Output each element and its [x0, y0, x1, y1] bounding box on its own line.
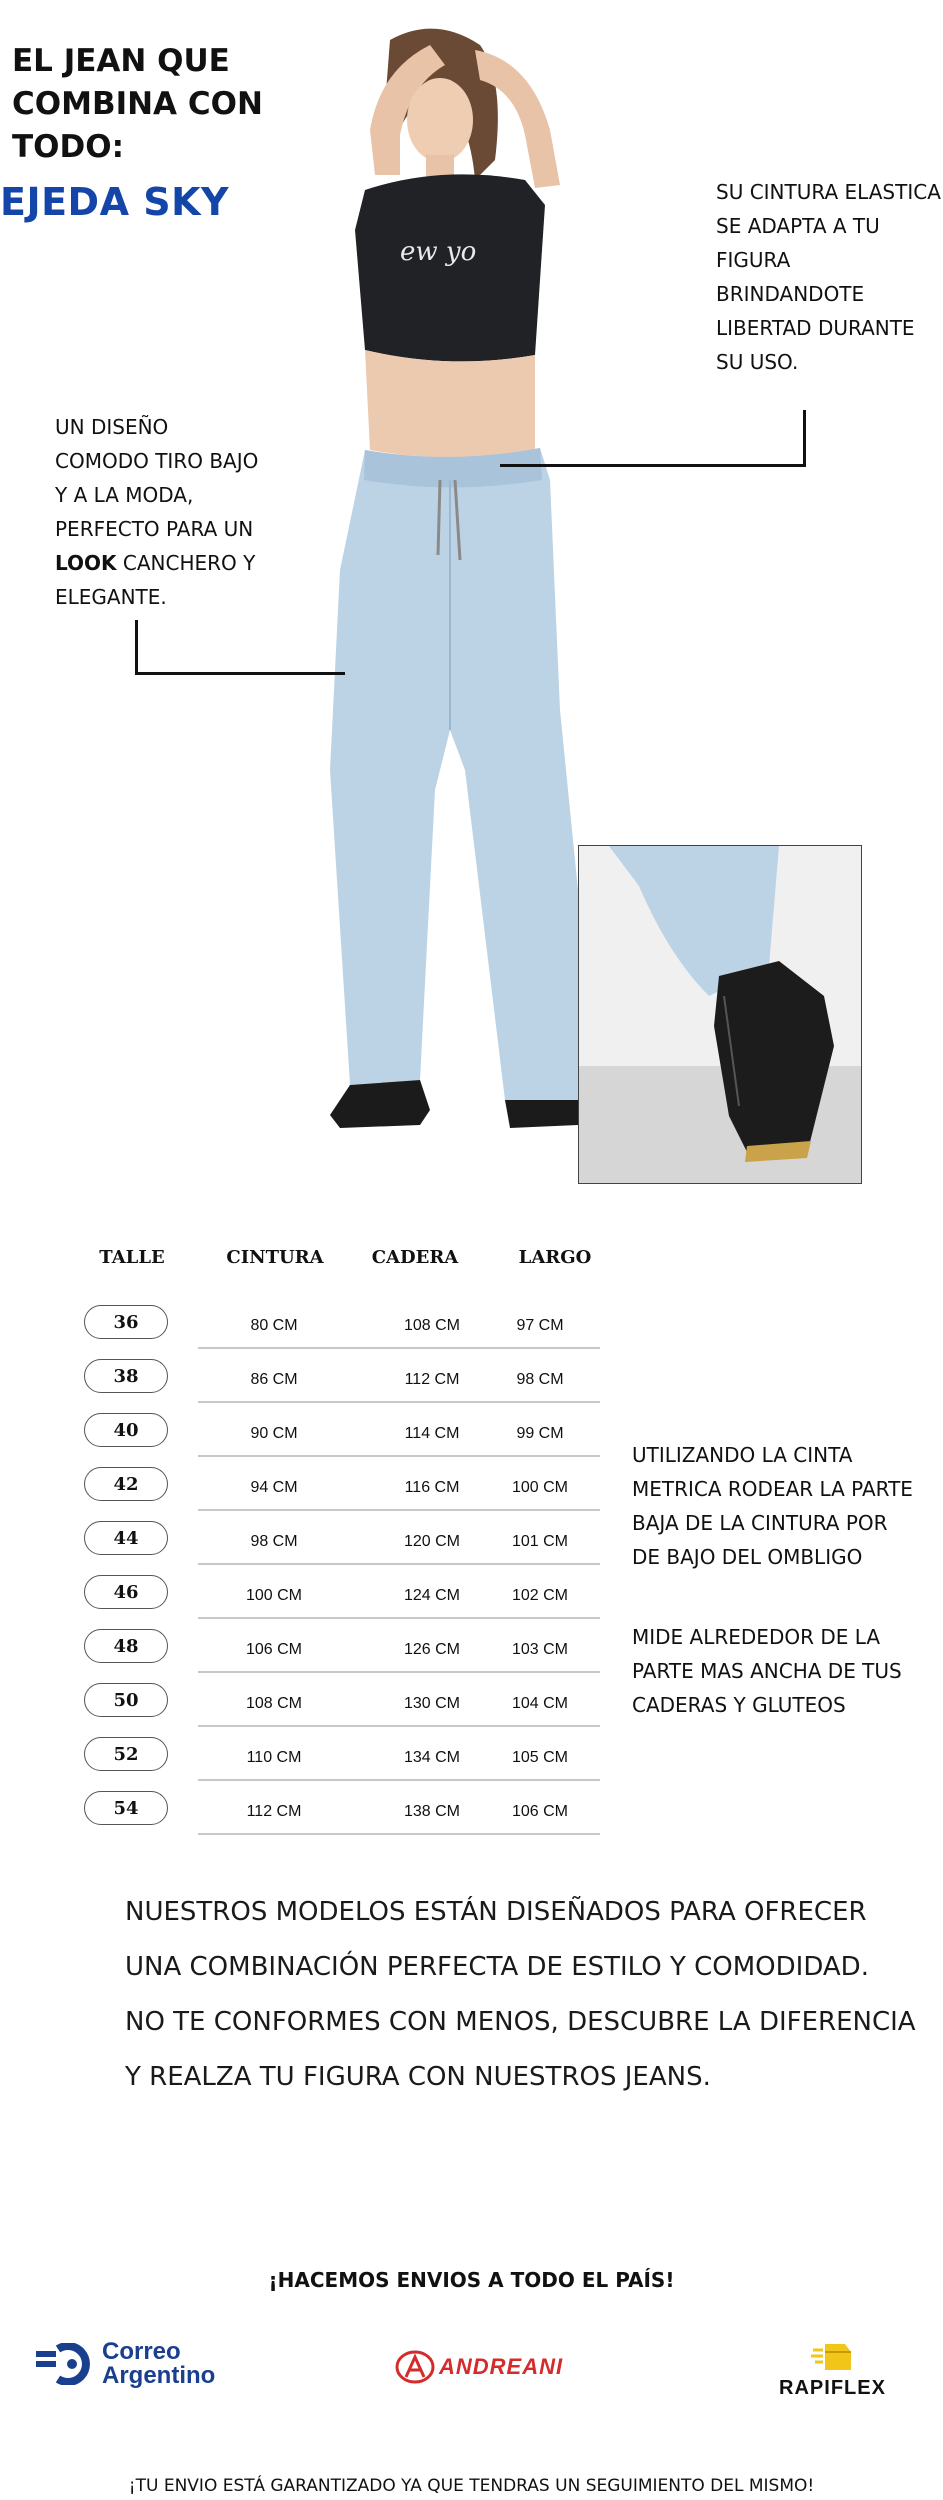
size-cadera-cell: 116 CM [404, 1479, 460, 1496]
headline-line: EL JEAN QUE [12, 43, 230, 79]
callout-line [803, 410, 806, 467]
detail-inset-photo [578, 845, 862, 1184]
size-cintura-cell: 90 CM [250, 1425, 298, 1442]
callout-line [500, 464, 806, 467]
row-divider [198, 1725, 600, 1727]
size-largo-cell: 104 CM [511, 1695, 569, 1712]
column-header-cintura: CINTURA [226, 1247, 324, 1268]
rapiflex-logo [770, 2340, 895, 2400]
feature-bold-word: LOOK [55, 551, 117, 575]
correo-symbol-icon [36, 2343, 94, 2385]
feature-text: CANCHERO Y [116, 551, 256, 575]
rapiflex-logo-text: RAPIFLEX [779, 2377, 886, 2399]
correo-logo-text: Correo [102, 2338, 181, 2365]
promo-line: UNA COMBINACIÓN PERFECTA DE ESTILO Y COMODIDAD. [125, 1952, 869, 1982]
headline-line: COMBINA CON [12, 86, 263, 122]
waist-measure-note [632, 1438, 937, 1574]
size-cintura-cell: 86 CM [250, 1371, 298, 1388]
shipping-title: ¡HACEMOS ENVIOS A TODO EL PAÍS! [268, 2268, 675, 2292]
callout-line [135, 620, 138, 675]
promo-text [125, 1885, 916, 2105]
size-cintura-cell: 80 CM [250, 1317, 298, 1334]
feature-line: Y A LA MODA, [55, 483, 194, 507]
svg-text:ew yo: ew yo [400, 237, 477, 267]
note-line: MIDE ALREDEDOR DE LA [632, 1625, 881, 1649]
promo-line: NUESTROS MODELOS ESTÁN DISEÑADOS PARA OFRECER [125, 1897, 867, 1927]
size-cintura-cell: 94 CM [250, 1479, 298, 1496]
size-cintura-cell: 98 CM [250, 1533, 298, 1550]
promo-line: Y REALZA TU FIGURA CON NUESTROS JEANS. [125, 2062, 711, 2092]
column-header-cadera: CADERA [371, 1247, 459, 1268]
row-divider [198, 1509, 600, 1511]
callout-line [135, 672, 345, 675]
product-name: EJEDA SKY [0, 180, 230, 224]
size-cintura-cell: 110 CM [246, 1749, 302, 1766]
note-line: PARTE MAS ANCHA DE TUS [632, 1659, 902, 1683]
boot-detail-illustration [579, 846, 861, 1183]
feature-waistband [716, 175, 941, 379]
size-cadera-cell: 138 CM [403, 1803, 461, 1820]
column-header-talle: TALLE [99, 1247, 165, 1268]
size-largo-cell: 102 CM [511, 1587, 569, 1604]
size-largo-cell: 103 CM [511, 1641, 569, 1658]
size-cintura-cell: 108 CM [245, 1695, 303, 1712]
row-divider [198, 1617, 600, 1619]
feature-line: SE ADAPTA A TU [716, 214, 880, 238]
feature-line: PERFECTO PARA UN [55, 517, 254, 541]
size-largo-cell: 106 CM [511, 1803, 569, 1820]
size-pill: 48 [84, 1629, 168, 1663]
note-line: METRICA RODEAR LA PARTE [632, 1477, 913, 1501]
promo-line: NO TE CONFORMES CON MENOS, DESCUBRE LA DIFERENCIA [125, 2007, 916, 2037]
row-divider [198, 1671, 600, 1673]
andreani-logo [395, 2350, 563, 2384]
feature-line: BRINDANDOTE [716, 282, 865, 306]
size-pill: 44 [84, 1521, 168, 1555]
rapiflex-box-icon [811, 2340, 855, 2372]
feature-line: FIGURA [716, 248, 791, 272]
row-divider [198, 1401, 600, 1403]
size-largo-cell: 100 CM [511, 1479, 569, 1496]
row-divider [198, 1779, 600, 1781]
note-line: UTILIZANDO LA CINTA [632, 1443, 853, 1467]
row-divider [198, 1833, 600, 1835]
feature-line: SU USO. [716, 350, 799, 374]
size-largo-cell: 98 CM [516, 1371, 564, 1388]
size-largo-cell: 97 CM [516, 1317, 564, 1334]
row-divider [198, 1563, 600, 1565]
hip-measure-note [632, 1620, 937, 1722]
note-line: BAJA DE LA CINTURA POR [632, 1511, 888, 1535]
row-divider [198, 1347, 600, 1349]
tracking-note: ¡TU ENVIO ESTÁ GARANTIZADO YA QUE TENDRAS UN SEGUIMIENTO DEL MISMO! [128, 2476, 815, 2496]
correo-logo-text: Argentino [102, 2362, 216, 2389]
size-pill: 40 [84, 1413, 168, 1447]
size-cadera-cell: 112 CM [404, 1371, 460, 1388]
size-cintura-cell: 112 CM [246, 1803, 302, 1820]
size-cintura-cell: 106 CM [245, 1641, 303, 1658]
column-header-largo: LARGO [518, 1247, 592, 1268]
row-divider [198, 1455, 600, 1457]
size-largo-cell: 105 CM [511, 1749, 569, 1766]
size-pill: 36 [84, 1305, 168, 1339]
size-pill: 42 [84, 1467, 168, 1501]
size-pill: 52 [84, 1737, 168, 1771]
feature-line: LIBERTAD DURANTE [716, 316, 915, 340]
size-cadera-cell: 108 CM [403, 1317, 461, 1334]
feature-line: COMODO TIRO BAJO [55, 449, 259, 473]
size-cintura-cell: 100 CM [245, 1587, 303, 1604]
correo-argentino-logo [36, 2340, 215, 2388]
size-largo-cell: 101 CM [511, 1533, 569, 1550]
size-cadera-cell: 134 CM [403, 1749, 461, 1766]
size-pill: 54 [84, 1791, 168, 1825]
model-photo [260, 10, 610, 1160]
note-line: DE BAJO DEL OMBLIGO [632, 1545, 863, 1569]
feature-design [55, 410, 295, 614]
size-pill: 38 [84, 1359, 168, 1393]
size-pill: 46 [84, 1575, 168, 1609]
andreani-symbol-icon [395, 2350, 435, 2384]
headline-line: TODO: [12, 129, 124, 165]
size-cadera-cell: 130 CM [403, 1695, 461, 1712]
feature-line [55, 546, 295, 580]
note-line: CADERAS Y GLUTEOS [632, 1693, 846, 1717]
feature-line: UN DISEÑO [55, 415, 169, 439]
andreani-logo-text: ANDREANI [439, 2354, 564, 2379]
size-cadera-cell: 120 CM [403, 1533, 461, 1550]
size-cadera-cell: 124 CM [403, 1587, 461, 1604]
size-cadera-cell: 126 CM [403, 1641, 461, 1658]
size-pill: 50 [84, 1683, 168, 1717]
size-largo-cell: 99 CM [516, 1425, 564, 1442]
feature-line: SU CINTURA ELASTICA [716, 180, 941, 204]
feature-line: ELEGANTE. [55, 585, 167, 609]
size-cadera-cell: 114 CM [404, 1425, 460, 1442]
